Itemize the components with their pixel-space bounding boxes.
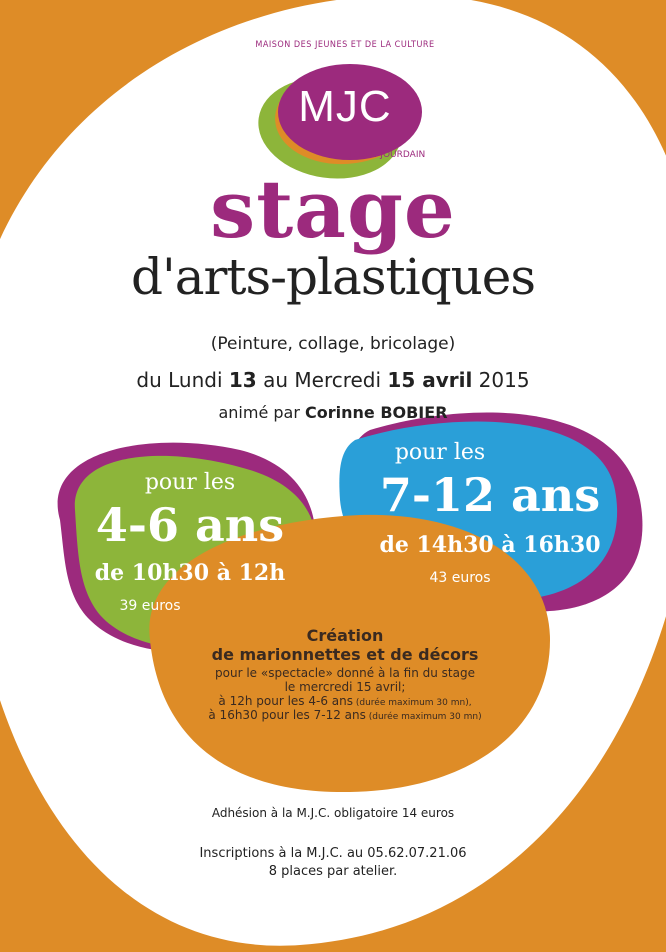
- creation-title2: de marionnettes et de décors: [211, 645, 479, 664]
- dates-year: 2015: [472, 368, 530, 392]
- dates-day2: 15 avril: [387, 368, 473, 392]
- creation-line4b: (durée maximum 30 mn): [365, 712, 482, 722]
- group2-price: 43 euros: [429, 570, 491, 586]
- places-text: 8 places par atelier.: [268, 864, 398, 879]
- creation-line4a: à 16h30 pour les 7-12 ans: [208, 708, 366, 722]
- mjc-logo: MJC: [298, 82, 392, 131]
- animator-prefix: animé par: [218, 403, 305, 422]
- creation-title1: Création: [306, 626, 384, 645]
- group2-label: pour les: [394, 440, 486, 465]
- dates-middle: au Mercredi: [256, 368, 388, 392]
- creation-line3: [175, 694, 515, 708]
- page-subtitle: [0, 248, 666, 306]
- creation-line1: pour le «spectacle» donné à la fin du stage: [215, 666, 475, 680]
- activities-line: (Peinture, collage, bricolage): [210, 334, 456, 354]
- subtitle-text: d'arts-plastiques: [130, 248, 536, 306]
- dates-prefix: du Lundi: [136, 368, 229, 392]
- creation-line3b: (durée maximum 30 mn),: [352, 698, 472, 708]
- group1-hours: de 10h30 à 12h: [94, 560, 286, 586]
- logo-ring-top-text: MAISON DES JEUNES ET DE LA CULTURE: [255, 40, 435, 50]
- group2-ages: 7-12 ans: [379, 468, 601, 522]
- dates-line: [0, 368, 666, 392]
- creation-block: [175, 626, 515, 722]
- logo-ring-bottom-text: L'ISLE-JOURDAIN: [350, 150, 426, 160]
- creation-line2: le mercredi 15 avril;: [284, 680, 406, 694]
- animator-line: [0, 403, 666, 422]
- group1-price: 39 euros: [119, 598, 181, 614]
- membership-text: Adhésion à la M.J.C. obligatoire 14 euros: [211, 806, 455, 820]
- creation-line3a: à 12h pour les 4-6 ans: [218, 694, 353, 708]
- group1-ages: 4-6 ans: [95, 498, 285, 552]
- animator-name: Corinne BOBIER: [305, 403, 448, 422]
- group2-hours: de 14h30 à 16h30: [379, 532, 601, 558]
- registration-text: Inscriptions à la M.J.C. au 05.62.07.21.06: [199, 846, 467, 861]
- page-title: stage: [210, 162, 456, 256]
- group1-label: pour les: [144, 470, 236, 495]
- dates-day1: 13: [228, 368, 257, 392]
- creation-line4: [175, 708, 515, 722]
